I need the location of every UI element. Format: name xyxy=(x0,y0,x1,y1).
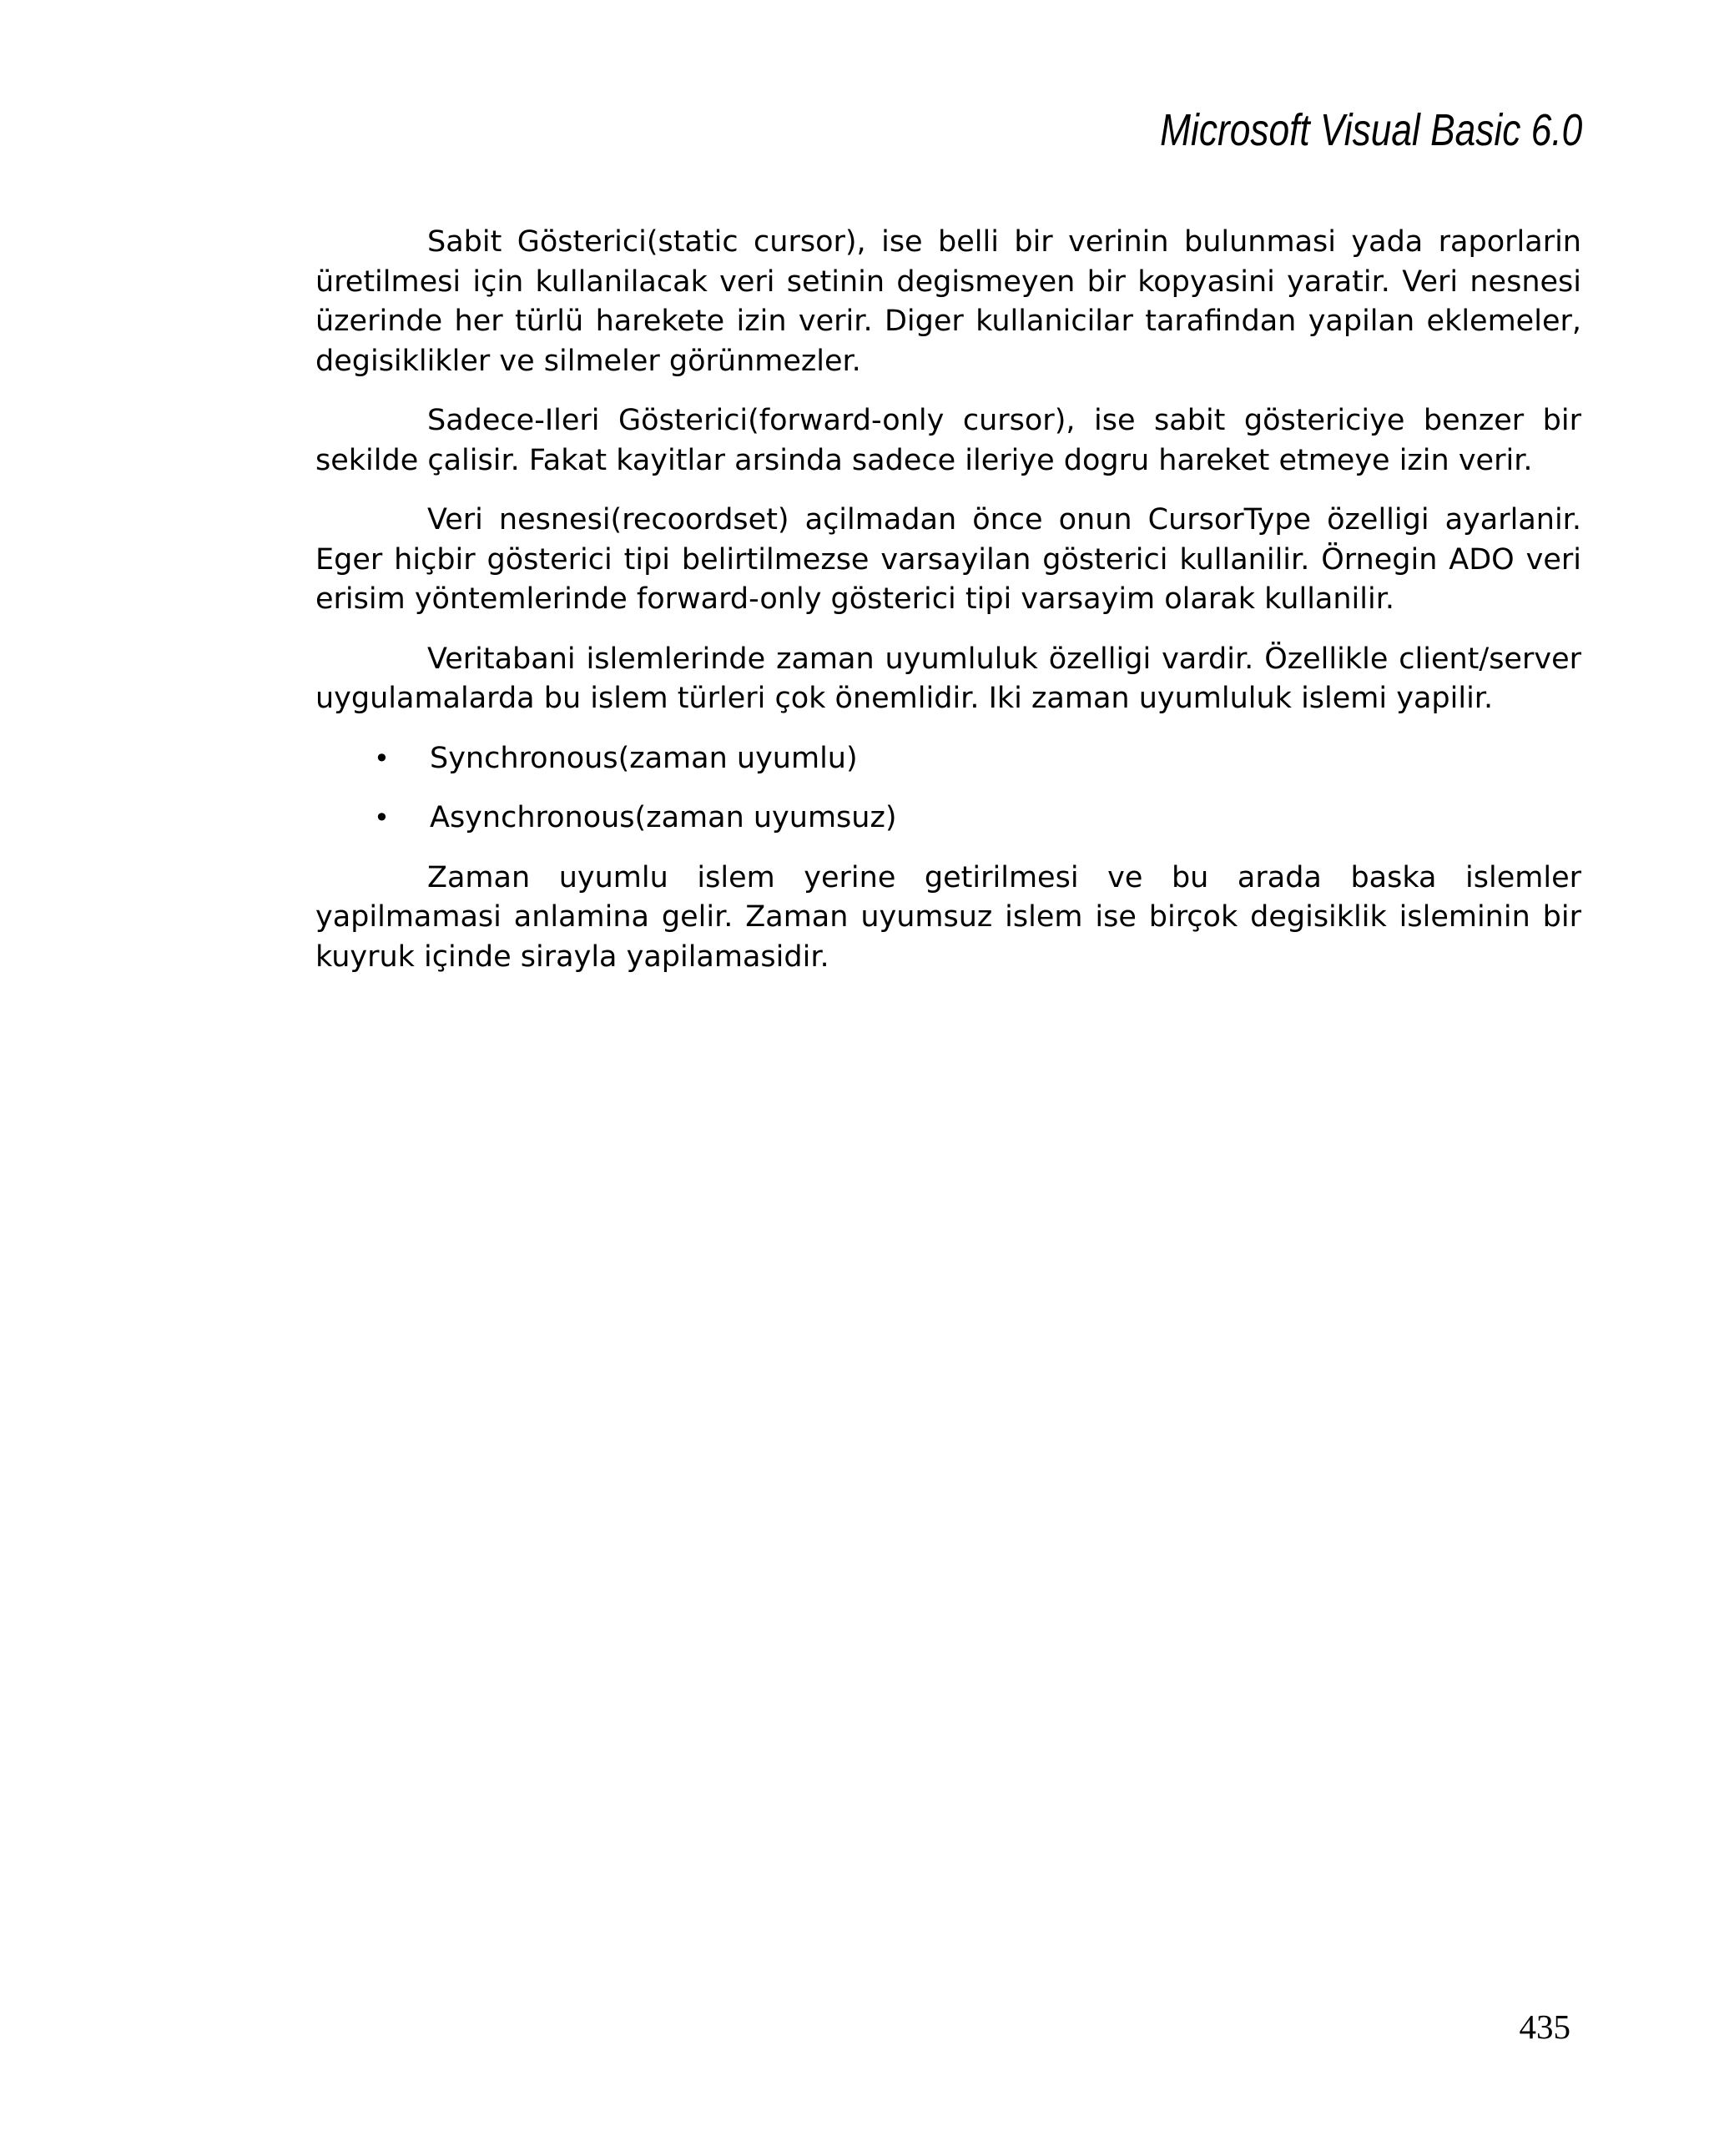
bullet-icon: • xyxy=(374,742,390,774)
paragraph-cursortype: Veri nesnesi(recoordset) açilmadan önce onun CursorType özelligi ayarlanir. Eger hiçbir gösterici tipi belirtilmezse varsayilan gösterici kullanilir. Örnegin ADO veri erisim yöntemlerinde forward-only gösterici tipi varsayim olarak kullanilir. xyxy=(315,503,1581,616)
bullet-label-asynchronous: Asynchronous(zaman uyumsuz) xyxy=(430,801,897,834)
bullet-icon: • xyxy=(374,802,390,834)
page-body xyxy=(315,223,1581,977)
page-number: 435 xyxy=(1519,2007,1570,2046)
paragraph-forward-only-cursor: Sadece-Ileri Gösterici(forward-only cursor), ise sabit göstericiye benzer bir sekilde çalisir. Fakat kayitlar arsinda sadece ileriye dogru hareket etmeye izin verir. xyxy=(315,404,1581,477)
paragraph-zaman-uyumluluk: Veritabani islemlerinde zaman uyumluluk özelligi vardir. Özellikle client/server uygulamalarda bu islem türleri çok önemlidir. Iki zaman uyumluluk islemi yapilir. xyxy=(315,642,1581,715)
bullet-label-synchronous: Synchronous(zaman uyumlu) xyxy=(430,741,858,775)
running-header xyxy=(1159,105,1582,155)
list-item-asynchronous xyxy=(315,798,1581,839)
header-title: Microsoft Visual Basic 6.0 xyxy=(1159,105,1582,155)
paragraph-static-cursor: Sabit Gösterici(static cursor), ise belli bir verinin bulunmasi yada raporlarin üretilmesi için kullanilacak veri setinin degismeyen bir kopyasini yaratir. Veri nesnesi üzerinde her türlü harekete izin verir. Diger kullanicilar tarafindan yapilan eklemeler, degisiklikler ve silmeler görünmezler. xyxy=(315,225,1581,378)
list-item-synchronous xyxy=(315,739,1581,779)
paragraph-zaman-uyumlu-islem: Zaman uyumlu islem yerine getirilmesi ve bu arada baska islemler yapilmamasi anlamina gelir. Zaman uyumsuz islem ise birçok degisiklik isleminin bir kuyruk içinde sirayla yapilamasidir. xyxy=(315,860,1581,974)
